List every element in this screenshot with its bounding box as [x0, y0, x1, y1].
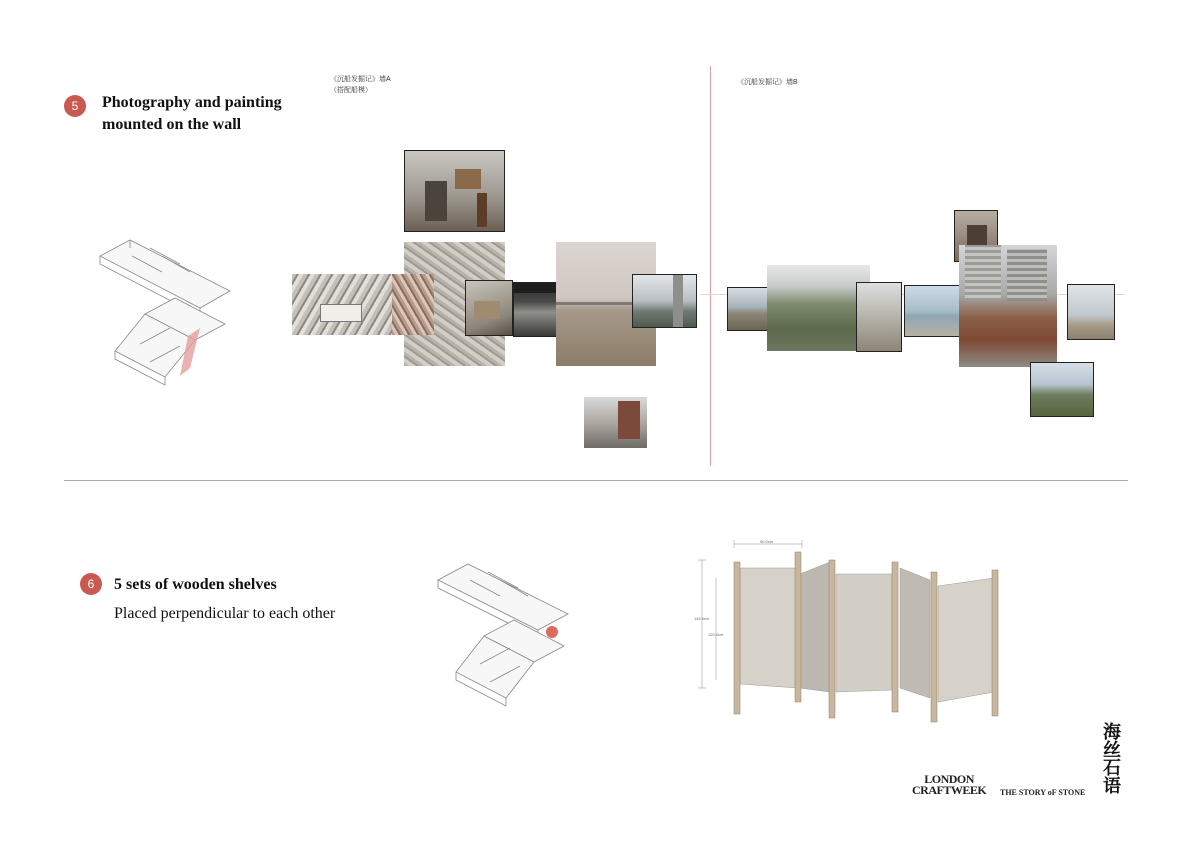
wall-b-caption: 《沉船发掘记》墙B — [737, 79, 798, 86]
floor-plan-illustration-top — [90, 236, 240, 401]
section-6-number: 6 — [87, 577, 95, 591]
section-5-badge — [64, 95, 86, 117]
photo-green-hills — [767, 265, 870, 351]
wall-a-caption — [330, 74, 391, 96]
calligraphy-logo — [1100, 722, 1140, 804]
london-logo-line1: LONDON — [924, 772, 974, 786]
section-divider — [64, 480, 1128, 481]
section-6-subtitle: Placed perpendicular to each other — [114, 605, 336, 622]
section-5-title — [102, 92, 282, 136]
wall-divider — [710, 66, 711, 466]
story-of-stone-logo: THE STORY oF STONE — [1000, 788, 1086, 797]
photo-shipyard — [1067, 284, 1115, 340]
photo-temple-city — [959, 245, 1057, 367]
wall-a-caption-line2: （搭配船模） — [330, 87, 372, 94]
photo-old-building — [584, 397, 647, 448]
photo-man-with-ship-model — [404, 150, 505, 232]
calligraphy-text: 海丝石语 — [1100, 722, 1121, 794]
photo-ruined-structure — [856, 282, 902, 352]
photo-shoreline-grass — [1030, 362, 1094, 417]
svg-text:90.0cm: 90.0cm — [760, 539, 774, 544]
section-5-title-line1: Photography and painting — [102, 94, 282, 111]
svg-text:120.0cm: 120.0cm — [708, 632, 724, 637]
london-craft-week-logo — [912, 774, 986, 796]
floor-plan-illustration-bottom — [434, 558, 584, 718]
section-6-badge — [80, 573, 102, 595]
svg-text:145.0cm: 145.0cm — [694, 616, 710, 621]
section-5-number: 5 — [71, 99, 79, 113]
london-logo-line2: CRAFTWEEK — [912, 783, 987, 797]
wooden-shelves-illustration — [694, 538, 1014, 723]
section-5-title-line2: mounted on the wall — [102, 116, 242, 133]
wall-a-caption-line1: 《沉船发掘记》墙A — [330, 76, 391, 83]
section-6-title: 5 sets of wooden shelves — [114, 576, 277, 593]
photo-workshop — [465, 280, 513, 336]
photo-river-bridge — [632, 274, 697, 328]
painting-collage-brown — [392, 274, 434, 335]
